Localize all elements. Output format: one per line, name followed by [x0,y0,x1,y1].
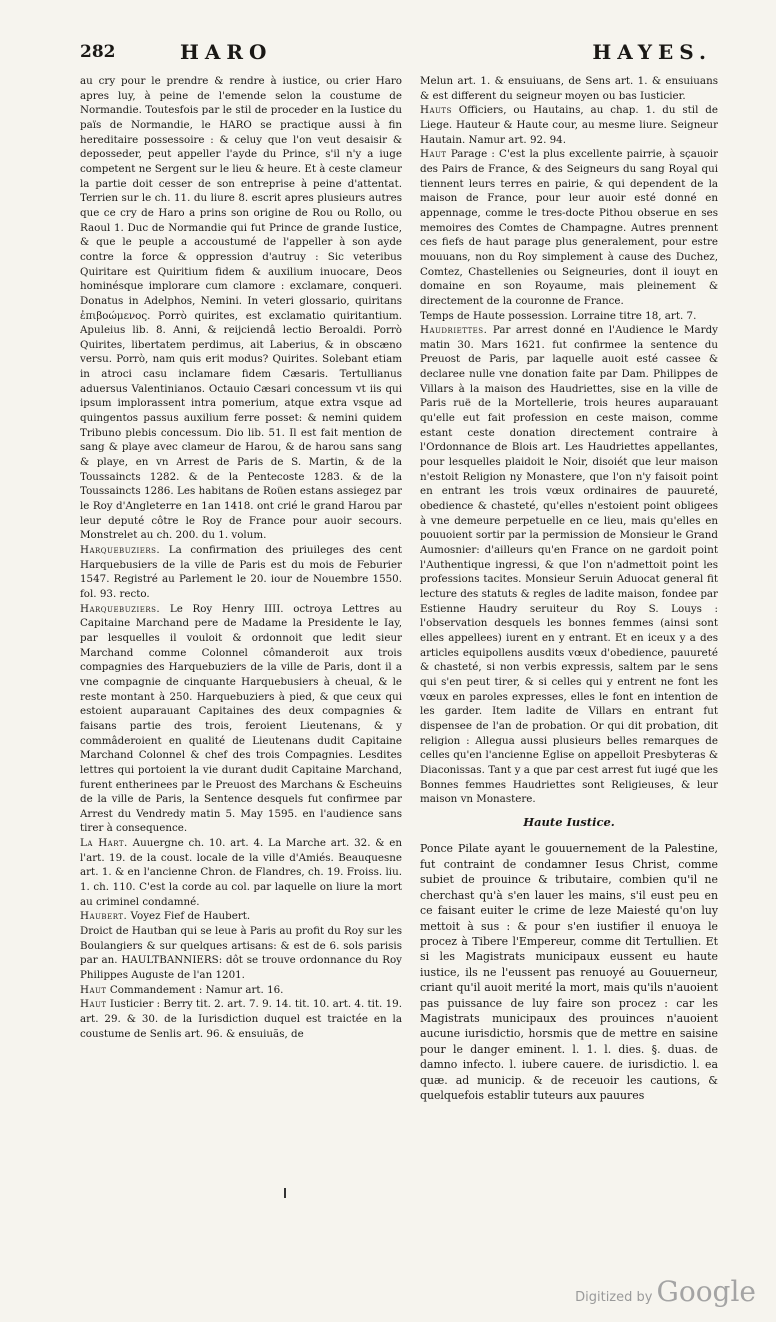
entry-text: Melun art. 1. & ensuiuans, de Sens art. 1. & ensuiuans & est different du seigneur moyen ou bas Iusticier. [420,75,718,102]
entry-head: Haubert. [80,910,128,923]
entry-haut-parage [420,147,718,308]
entry-harquebuziers-2 [80,602,402,837]
entry-melun [420,74,718,103]
entry-haubert [80,909,402,924]
entry-text: Par arrest donné en l'Audience le Mardy matin 30. Mars 1621. fut confirmee la sentence du Preuost de Paris, par laquelle auoit esté cassee & declaree nulle vne donation faite par Dam. Philippes de Villars à la maison des Haudriettes, sise en la ville de Paris ruë de la Mortellerie, trois heures auparauant qu'elle eut fait profession en ceste maison, comme estant ceste donation directement contraire à l'Ordonnance de Blois art. Les Haudriettes appellantes, pour lesquelles plaidoit le Noir, disoiét que leur maison n'estoit Religion ny Monastere, que l'on n'y faisoit point en entrant les trois vœux ordinaires de pauureté, obedience & chasteté, qu'elles n'estoient point obligees à vne demeure perpetuelle en ce lieu, mais qu'elles en pouuoient sortir par la permission de Monsieur le Grand Aumosnier: d'ailleurs qu'en France on ne gardoit point l'Authentique ingressi, & que l'on n'admettoit point les professions tacites. Monsieur Seruin Aduocat general fit lecture des statuts & regles de ladite maison, fondee par Estienne Haudry seruiteur du Roy S. Louys : l'observation desquels les bonnes femmes (ainsi sont elles appellees) iurent en y entrant. Et en iceux y a des articles equipollens ausdits vœux d'obedience, pauureté & chasteté, si non verbis expressis, saltem par le sens qui s'en peut tirer, & si celles qui y entrent ne font les vœux en paroles expresses, elles le font en intention de les garder. Item ladite de Villars en entrant fut dispensee de l'an de probation. Or qui dit probation, dit religion : Allegua aussi plusieurs belles remarques de celles qu'en l'ancienne Eglise on appelloit Presbyteras & Diaconissas. Tant y a que par cest arrest fut iugé que les Bonnes femmes Haudriettes sont Religieuses, & leur maison vn Monastere. [420,324,718,806]
entry-temps-haute-possession [420,309,718,324]
entry-text: Le Roy Henry IIII. octroya Lettres au Capitaine Marchand pere de Madame la Presidente le Iay, par lesquelles il vouloit & ordonnoit que ledit sieur Marchand comme Colonnel cômanderoit aux trois compagnies des Harquebuziers de la ville de Paris, dont il a vne compagnie de cinquante Harquebusiers à cheual, & le reste montant à 250. Harquebuziers à pied, & que ceux qui estoient auparauant Capitaines des deux compagnies & faisans partie des trois, feroient Lieutenans, & y commâderoient en qualité de Lieutenans dudit Capitaine Marchand Colonnel & chef des trois Compagnies. Lesdites lettres qui portoient la vie durant dudit Capitaine Marchand, furent entherinees par le Preuost des Marchans & Escheuins de la ville de Paris, la Sentence desquels fut confirmee par Arrest du Vendredy matin 5. May 1595. en l'audience sans tirer à consequence. [80,602,402,835]
entry-head: Haut [80,998,107,1011]
entry-text: La confirmation des priuileges des cent Harquebusiers de la ville de Paris est du mois de Feburier 1547. Registré au Parlement le 20. iour de Nouembre 1550. fol. 93. recto. [80,544,402,600]
entry-text: Voyez Fief de Haubert. [127,910,251,923]
entry-text: Droict de Hautban qui se leue à Paris au profit du Roy sur les Boulangiers & sur quelques artisans: & est de 6. sols parisis par an. HAULTBANNIERS: dôt se trouve ordonnance du Roy Philippes Auguste de l'an 1201. [80,925,402,982]
entry-hautban [80,924,402,983]
digitized-label: Digitized by [575,1290,653,1305]
entry-haut-commandement [80,983,402,998]
entry-text: Officiers, ou Hautains, au chap. 1. du stil de Liege. Hauteur & Haute cour, au mesme liure. Seigneur Hautain. Namur art. 92. 94. [420,104,718,146]
entry-la-hart [80,836,402,909]
entry-head: Harquebuziers. [80,544,161,556]
entry-head: Harquebuziers. [80,602,161,615]
entry-head: Haut [420,148,447,161]
running-head-right: HAYES. [592,40,712,64]
entry-head: Haudriettes. [420,324,488,337]
page-number: 282 [80,42,116,62]
google-logo: Google [656,1275,756,1308]
right-column [420,74,718,1164]
digitized-watermark [575,1275,756,1308]
entry-text: Temps de Haute possession. Lorraine titre 18, art. 7. [420,309,697,322]
entry-head: Haut [80,983,107,996]
entry-text: Iusticier : Berry tit. 2. art. 7. 9. 14. tit. 10. art. 4. tit. 19. art. 29. & 30. de la Iurisdiction duquel est traictée en la coustume de Senlis art. 96. & ensuiuãs, de [80,998,402,1040]
entry-haudriettes [420,323,718,807]
printer-mark [284,1188,286,1198]
entry-haut-iusticier [80,997,402,1041]
entry-text: Commandement : Namur art. 16. [106,983,284,996]
section-title-haute-iustice: Haute Iustice. [523,814,615,829]
entry-text: Parage : C'est la plus excellente pairrie, à sçauoir des Pairs de France, & des Seigneurs du sang Royal qui tiennent leurs terres en pairie, & qui dependent de la maison de France, pour leur auoir esté donné en appennage, comme le tres-docte Pithou obserue en ses memoires des Comtes de Champagne. Autres prennent ces fiefs de haut parage plus generalement, pour estre mouuans, non du Roy simplement à cause des Duchez, Comtez, Chastellenies ou Seigneuries, dont il iouyt en domaine en son Royaume, mais pleinement & directement de la couronne de France. [420,148,718,307]
running-head-left: HARO [180,40,273,64]
haro-continuation: au cry pour le prendre & rendre à iustice, ou crier Haro apres luy, à peine de l'emende selon la coustume de Normandie. Toutesfois par le stil de proceder en la Iustice du païs de Normandie, le HARO se practique aussi à fin hereditaire possessoire : & celuy que l'on veut desaisir & deposseder, peut appeller l'ayde du Prince, s'il n'y a iuge competent ne Sergent sur le lieu & heure. Et à ceste clameur la partie doit cesser de son entreprise à peine d'attentat. Terrien sur le ch. 11. du liure 8. escrit apres plusieurs autres que ce cry de Haro a prins son origine de Rou ou Rollo, ou Raoul 1. Duc de Normandie qui fut Prince de grande Iustice, & que le peuple a accoustumé de l'appeller à son ayde contre la force & oppression d'autruy : Sic veteribus Quiritare est Quiritium fidem & auxilium inuocare, Deos hominésque implorare cum clamore : exclamare, conqueri. Donatus in Adelphos, Nemini. In veteri glossario, quiritans ἐπιβοώμενος. Porrò quirites, est exclamatio quiritantium. Apuleius lib. 8. Anni, & reijciendâ lectio Beroaldi. Porrò Quirites, libertatem perdimus, ait Laberius, & in obscæno versu. Porrò, nam quis erit modus? Quirites. Solebant etiam in atroci casu inclamare fidem Cæsaris. Tertullianus aduersus Valentinianos. Octauio Cæsari concessum vt iis qui ipsum implorassent intra pomerium, atque extra vsque ad quingentos passus auxilium ferre posset: & nemini quidem Tribuno plebis concessum. Dio lib. 51. Il est fait mention de sang & playe avec clameur de Harou, & de harou sans sang & playe, en vn Arrest de Paris de S. Martin, & de la Toussaincts 1282. & de la Pentecoste 1283. & de la Toussaincts 1286. Les habitans de Roüen estans assiegez par le Roy d'Angleterre en 1an 1418. ont crié le grand Harou par leur deputé côtre le Roy de France pour auoir secours. Monstrelet au ch. 200. du 1. volum. [80,75,402,542]
section-text-haute-iustice: Ponce Pilate ayant le gouuernement de la Palestine, fut contraint de condamner Iesus Christ, comme subiet de prouince & tributaire, combien qu'il ne cherchast qu'à s'en lauer les mains, s'il eust peu en ce faisant euiter le crime de leze Maiesté qu'on luy mettoit à sus : & pour s'en iustifier il enuoya le procez à Tibere l'Empereur, comme dit Tertullien. Et si les Magistrats municipaux eussent eu haute iustice, ils ne l'eussent pas renuoyé au Gouuerneur, criant qu'il auoit merité la mort, mais qu'ils n'auoient pas puissance de luy faire son procez : car les Magistrats municipaux des prouinces n'auoient aucune iurisdictio, horsmis que de mettre en saisine pour le danger eminent. l. 1. l. dies. §. duas. de damno infecto. l. iubere cauere. de iurisdictio. l. ea quæ. ad municip. & de receuoir les cautions, & quelquefois establir tuteurs aux pauures [420,842,718,1102]
page-header [80,38,720,68]
entry-harquebuziers-1 [80,543,402,602]
left-column [80,74,402,1164]
entry-text: Auuergne ch. 10. art. 4. La Marche art. 32. & en l'art. 19. de la coust. locale de la ville d'Amiés. Beauquesne art. 1. & en l'ancienne Chron. de Flandres, ch. 19. Froiss. liu. 1. ch. 110. C'est la corde au col. par laquelle on liure la mort au criminel condamné. [80,837,402,908]
entry-head: La Hart. [80,837,128,850]
entry-head: Hauts [420,104,452,117]
entry-hauts-officiers [420,103,718,147]
